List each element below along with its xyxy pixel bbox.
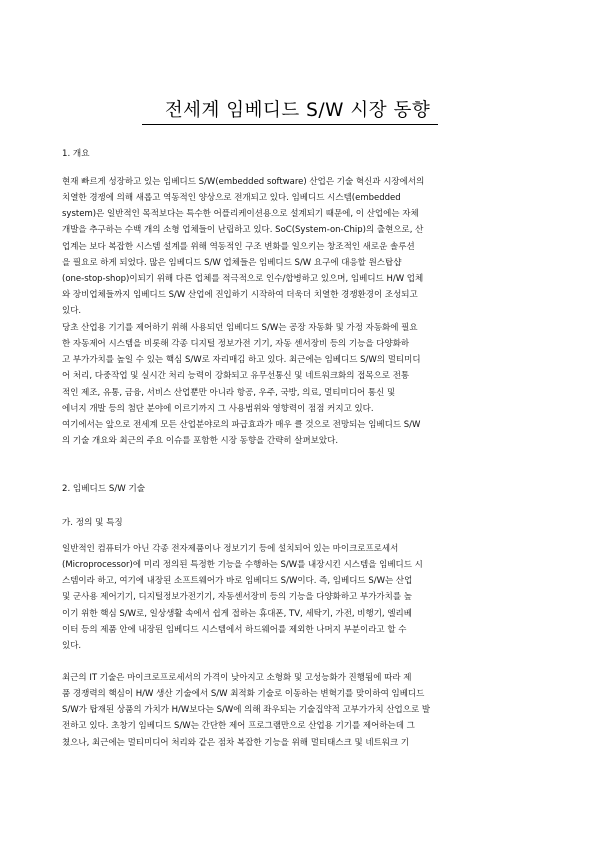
text-line: 업계는 보다 복잡한 시스템 설계를 위해 역동적인 구조 변화를 일으키는 창조적인 새로운 솔루션 — [62, 241, 415, 252]
text-line: 있다. — [62, 306, 82, 317]
section-1-heading: 1. 개요 — [62, 149, 90, 159]
paragraph-overview — [62, 174, 536, 319]
text-line: 적인 제조, 유통, 금융, 서비스 산업뿐만 아니라 항공, 우주, 국방, 의료, 멀티미디어 통신 및 — [62, 387, 396, 398]
text-line: 개발을 추구하는 수백 개의 소형 업체들이 난립하고 있다. SoC(System-on-Chip)의 출현으로, 산 — [62, 225, 424, 236]
subsection-heading: 가. 정의 및 특징 — [62, 518, 123, 528]
text-line: 을 필요로 하게 되었다. 많은 임베디드 S/W 업체들은 임베디드 S/W 요구에 대응할 원스탑샵 — [62, 257, 402, 268]
text-line: (one-stop-shop)이되기 위해 다른 업체를 적극적으로 인수/합병하고 있으며, 임베디드 H/W 업체 — [62, 273, 424, 284]
text-line: system)은 일반적인 목적보다는 특수한 어플리케이션용으로 설계되기 때문에, 이 산업에는 자체 — [62, 209, 419, 220]
title-underline — [142, 124, 438, 125]
text-line: 전하고 있다. 초창기 임베디드 S/W는 간단한 제어 프로그램만으로 산업용 기기를 제어하는데 그 — [62, 721, 415, 732]
text-line: 쳤으나, 최근에는 멀티미디어 처리와 같은 점차 복잡한 기능을 위해 멀티태스크 및 네트워크 기 — [62, 737, 410, 748]
paragraph-trends — [62, 670, 536, 751]
text-line: 스템이라 하고, 여기에 내장된 소프트웨어가 바로 임베디드 S/W이다. 즉, 임베디드 S/W는 산업 — [62, 576, 413, 587]
paragraph-industrial-use — [62, 320, 536, 449]
text-line: 및 군사용 제어기기, 디지털정보가전기기, 자동센서장비 등의 기능을 다양화하고 부가가치를 높 — [62, 592, 412, 603]
text-line: S/W가 탑재된 상품의 가치가 H/W보다는 S/W에 의해 좌우되는 기술집약적 고부가가치 산업으로 발 — [62, 705, 431, 716]
text-line: 최근의 IT 기술은 마이크로프로세서의 가격이 낮아지고 소형화 및 고성능화가 진행됨에 따라 제 — [62, 673, 412, 683]
text-line: 일반적인 컴퓨터가 아닌 각종 전자제품이나 정보기기 등에 설치되어 있는 마이크로프로세서 — [62, 544, 399, 554]
text-line: 당초 산업용 기기를 제어하기 위해 사용되던 임베디드 S/W는 공장 자동화 및 가정 자동화에 필요 — [62, 323, 418, 333]
text-line: 여기에서는 앞으로 전세계 모든 산업분야로의 파급효과가 매우 클 것으로 전망되는 임베디드 S/W — [62, 419, 421, 430]
text-line: 치열한 경쟁에 의해 새롭고 역동적인 양상으로 전개되고 있다. 임베디드 시스템(embedded — [62, 193, 401, 204]
text-line: 어 처리, 다중작업 및 실시간 처리 능력이 강화되고 유무선통신 및 네트워크화의 접목으로 전통 — [62, 371, 410, 382]
section-2-heading: 2. 임베디드 S/W 기술 — [62, 484, 146, 494]
text-line: 현재 빠르게 성장하고 있는 임베디드 S/W(embedded software) 산업은 기술 혁신과 시장에서의 — [62, 177, 425, 187]
text-line: 와 장비업체들까지 임베디드 S/W 산업에 진입하기 시작하여 더욱더 치열한 경쟁환경이 조성되고 — [62, 290, 418, 301]
paragraph-definition — [62, 541, 536, 654]
text-line: 에너지 개발 등의 첨단 분야에 이르기까지 그 사용범위와 영향력이 점점 커지고 있다. — [62, 403, 374, 414]
text-line: 한 자동제어 시스템을 비롯해 각종 디지털 정보가전 기기, 자동 센서장비 등의 기능을 다양화하 — [62, 339, 410, 350]
text-line: (Microprocessor)에 미리 정의된 특정한 기능을 수행하는 S/W를 내장시킨 시스템을 임베디드 시 — [62, 560, 423, 571]
text-line: 이기 위한 핵심 S/W로, 일상생활 속에서 쉽게 접하는 휴대폰, TV, 세탁기, 가전, 비행기, 엘리베 — [62, 608, 412, 619]
text-line: 의 기술 개요와 최근의 주요 이슈를 포함한 시장 동향을 간략히 살펴보았다. — [62, 436, 339, 447]
text-line: 고 부가가치를 높일 수 있는 핵심 S/W로 자리매김 하고 있다. 최근에는 임베디드 S/W의 멀티미디 — [62, 355, 421, 366]
text-line: 있다. — [62, 640, 82, 651]
text-line: 이터 등의 제품 안에 내장된 임베디드 시스템에서 하드웨어를 제외한 나머지 부분이라고 할 수 — [62, 624, 407, 635]
document-title: 전세계 임베디드 S/W 시장 동향 — [164, 100, 431, 121]
text-line: 품 경쟁력의 핵심이 H/W 생산 기술에서 S/W 최적화 기술로 이동하는 변혁기를 맞이하여 임베디드 — [62, 689, 425, 700]
